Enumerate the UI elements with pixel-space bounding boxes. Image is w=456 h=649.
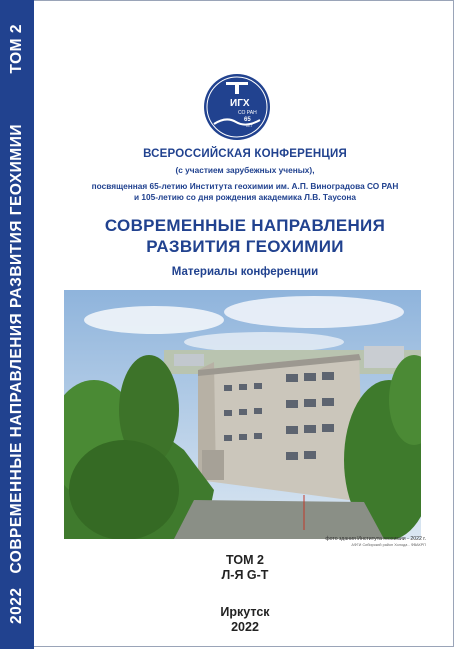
logo-years-suffix: ЛЕТ	[246, 124, 253, 128]
conference-type: ВСЕРОССИЙСКАЯ КОНФЕРЕНЦИЯ	[143, 148, 347, 160]
institute-building-photo	[64, 290, 421, 539]
dedication-line-1: посвященная 65-летию Института геохимии им. А.П. Виноградова СО РАН	[91, 181, 399, 191]
dedication-line-2: и 105-летию со дня рождения академика Л.В. Таусона	[133, 192, 357, 202]
photo-caption: фото здания Института геохимии - 2022 г.	[325, 536, 426, 542]
distant-building	[364, 346, 404, 368]
cloud	[224, 296, 404, 328]
publication-city: Иркутск	[220, 605, 270, 619]
publication-year: 2022	[231, 620, 259, 634]
book-title-line-2: РАЗВИТИЯ ГЕОХИМИИ	[146, 237, 344, 256]
distant-building	[174, 354, 204, 366]
logo-years: 65	[244, 117, 251, 123]
logo-org: СО РАН	[238, 110, 257, 116]
spine-text	[2, 24, 32, 624]
volume-letters: Л-Я G-T	[221, 568, 269, 582]
photo-credit: АФГИ Сибирский район Холода - ФВАКРП	[351, 543, 426, 547]
spine-year: 2022	[8, 587, 25, 624]
spine-title: СОВРЕМЕННЫЕ НАПРАВЛЕНИЯ РАЗВИТИЯ ГЕОХИМИИ	[8, 123, 25, 574]
book-title-line-1: СОВРЕМЕННЫЕ НАПРАВЛЕНИЯ	[104, 216, 386, 235]
spine	[0, 0, 34, 649]
spine-volume: ТОМ 2	[8, 24, 25, 74]
parking-lot	[174, 500, 384, 539]
tree	[69, 440, 179, 539]
book-subtitle: Материалы конференции	[171, 266, 319, 278]
cloud	[84, 306, 224, 334]
cloud	[184, 332, 344, 352]
logo-abbr: ИГХ	[230, 98, 250, 109]
volume-number: ТОМ 2	[226, 553, 264, 567]
institute-logo	[202, 72, 272, 142]
participation-note: (с участием зарубежных ученых),	[175, 165, 315, 175]
entrance	[202, 450, 224, 480]
